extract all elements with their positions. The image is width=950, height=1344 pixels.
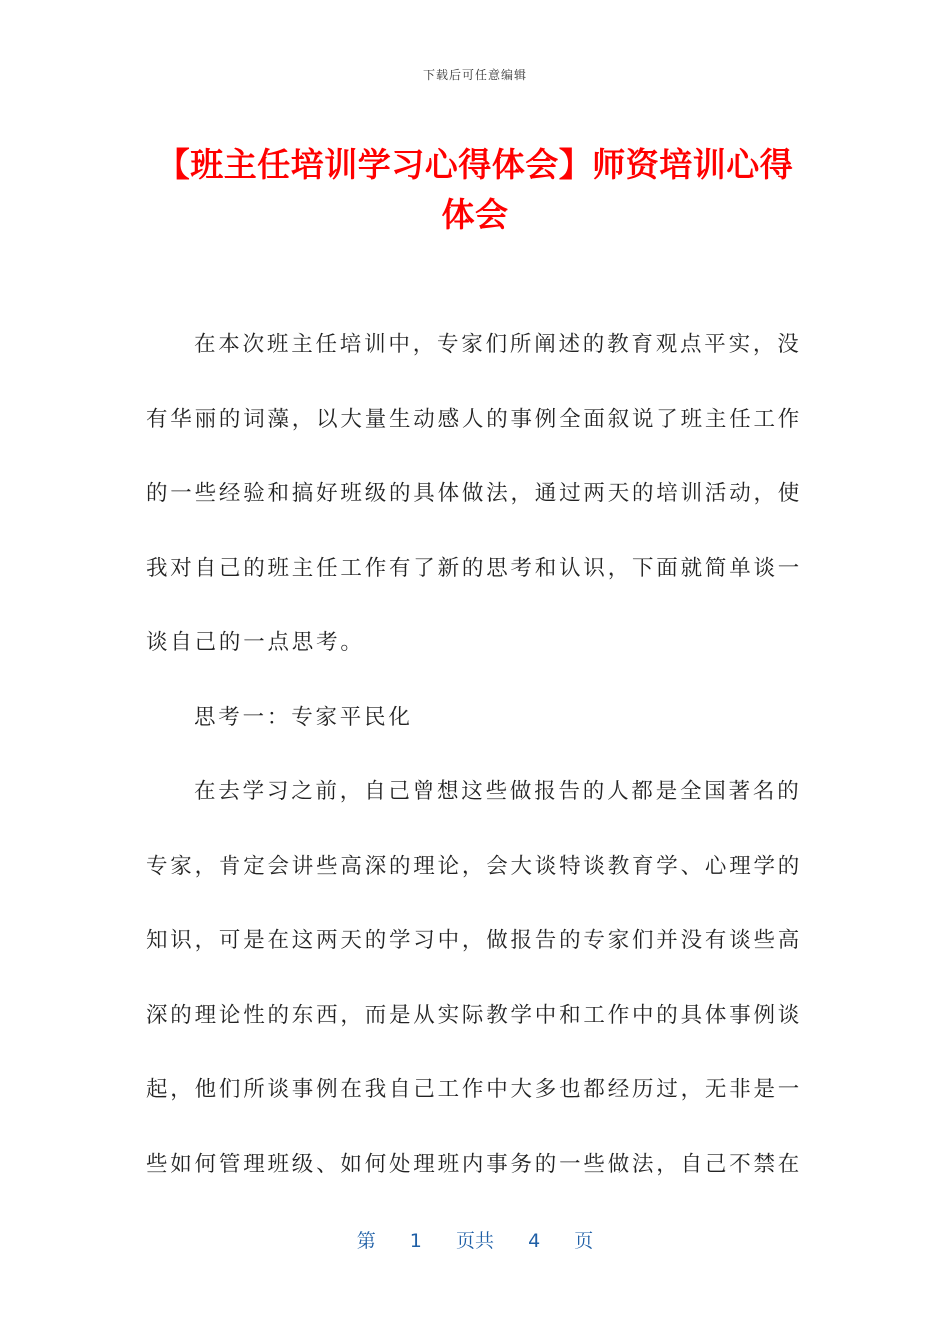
page-number-footer [0, 1226, 950, 1253]
header-note: 下载后可任意编辑 [422, 68, 527, 82]
text-line: 谈自己的一点思考。 [146, 630, 365, 655]
document-title [120, 140, 830, 240]
text-line: 知识，可是在这两天的学习中，做报告的专家们并没有谈些高 [146, 928, 803, 953]
page-label-pre: 第 [356, 1230, 376, 1252]
paragraph-heading [146, 681, 794, 756]
text-line: 起，他们所谈事例在我自己工作中大多也都经历过，无非是一 [146, 1077, 803, 1102]
page-current: 1 [409, 1230, 422, 1252]
document-body [146, 308, 803, 1202]
text-line: 我对自己的班主任工作有了新的思考和认识，下面就简单谈一 [146, 555, 803, 581]
text-line: 有华丽的词藻，以大量生动感人的事例全面叙说了班主任工作 [146, 406, 803, 432]
paragraph-body [146, 755, 803, 1202]
text-line: 深的理论性的东西，而是从实际教学中和工作中的具体事例谈 [146, 1002, 803, 1028]
paragraph-intro [146, 308, 803, 681]
page-label-mid: 页共 [455, 1230, 494, 1252]
text-line: 在去学习之前，自己曾想这些做报告的人都是全国著名的 [194, 779, 802, 804]
title-line-2: 体会 [441, 195, 509, 234]
text-line: 的一些经验和搞好班级的具体做法，通过两天的培训活动，使 [146, 481, 803, 506]
page-label-post: 页 [574, 1230, 594, 1252]
page-total: 4 [528, 1230, 541, 1252]
text-line: 在本次班主任培训中，专家们所阐述的教育观点平实，没 [194, 332, 802, 357]
text-line: 专家，肯定会讲些高深的理论，会大谈特谈教育学、心理学的 [146, 853, 803, 879]
title-line-1: 【班主任培训学习心得体会】师资培训心得 [156, 145, 794, 184]
text-line: 些如何管理班级、如何处理班内事务的一些做法，自己不禁在 [146, 1151, 803, 1177]
text-line: 思考一：专家平民化 [194, 704, 413, 730]
